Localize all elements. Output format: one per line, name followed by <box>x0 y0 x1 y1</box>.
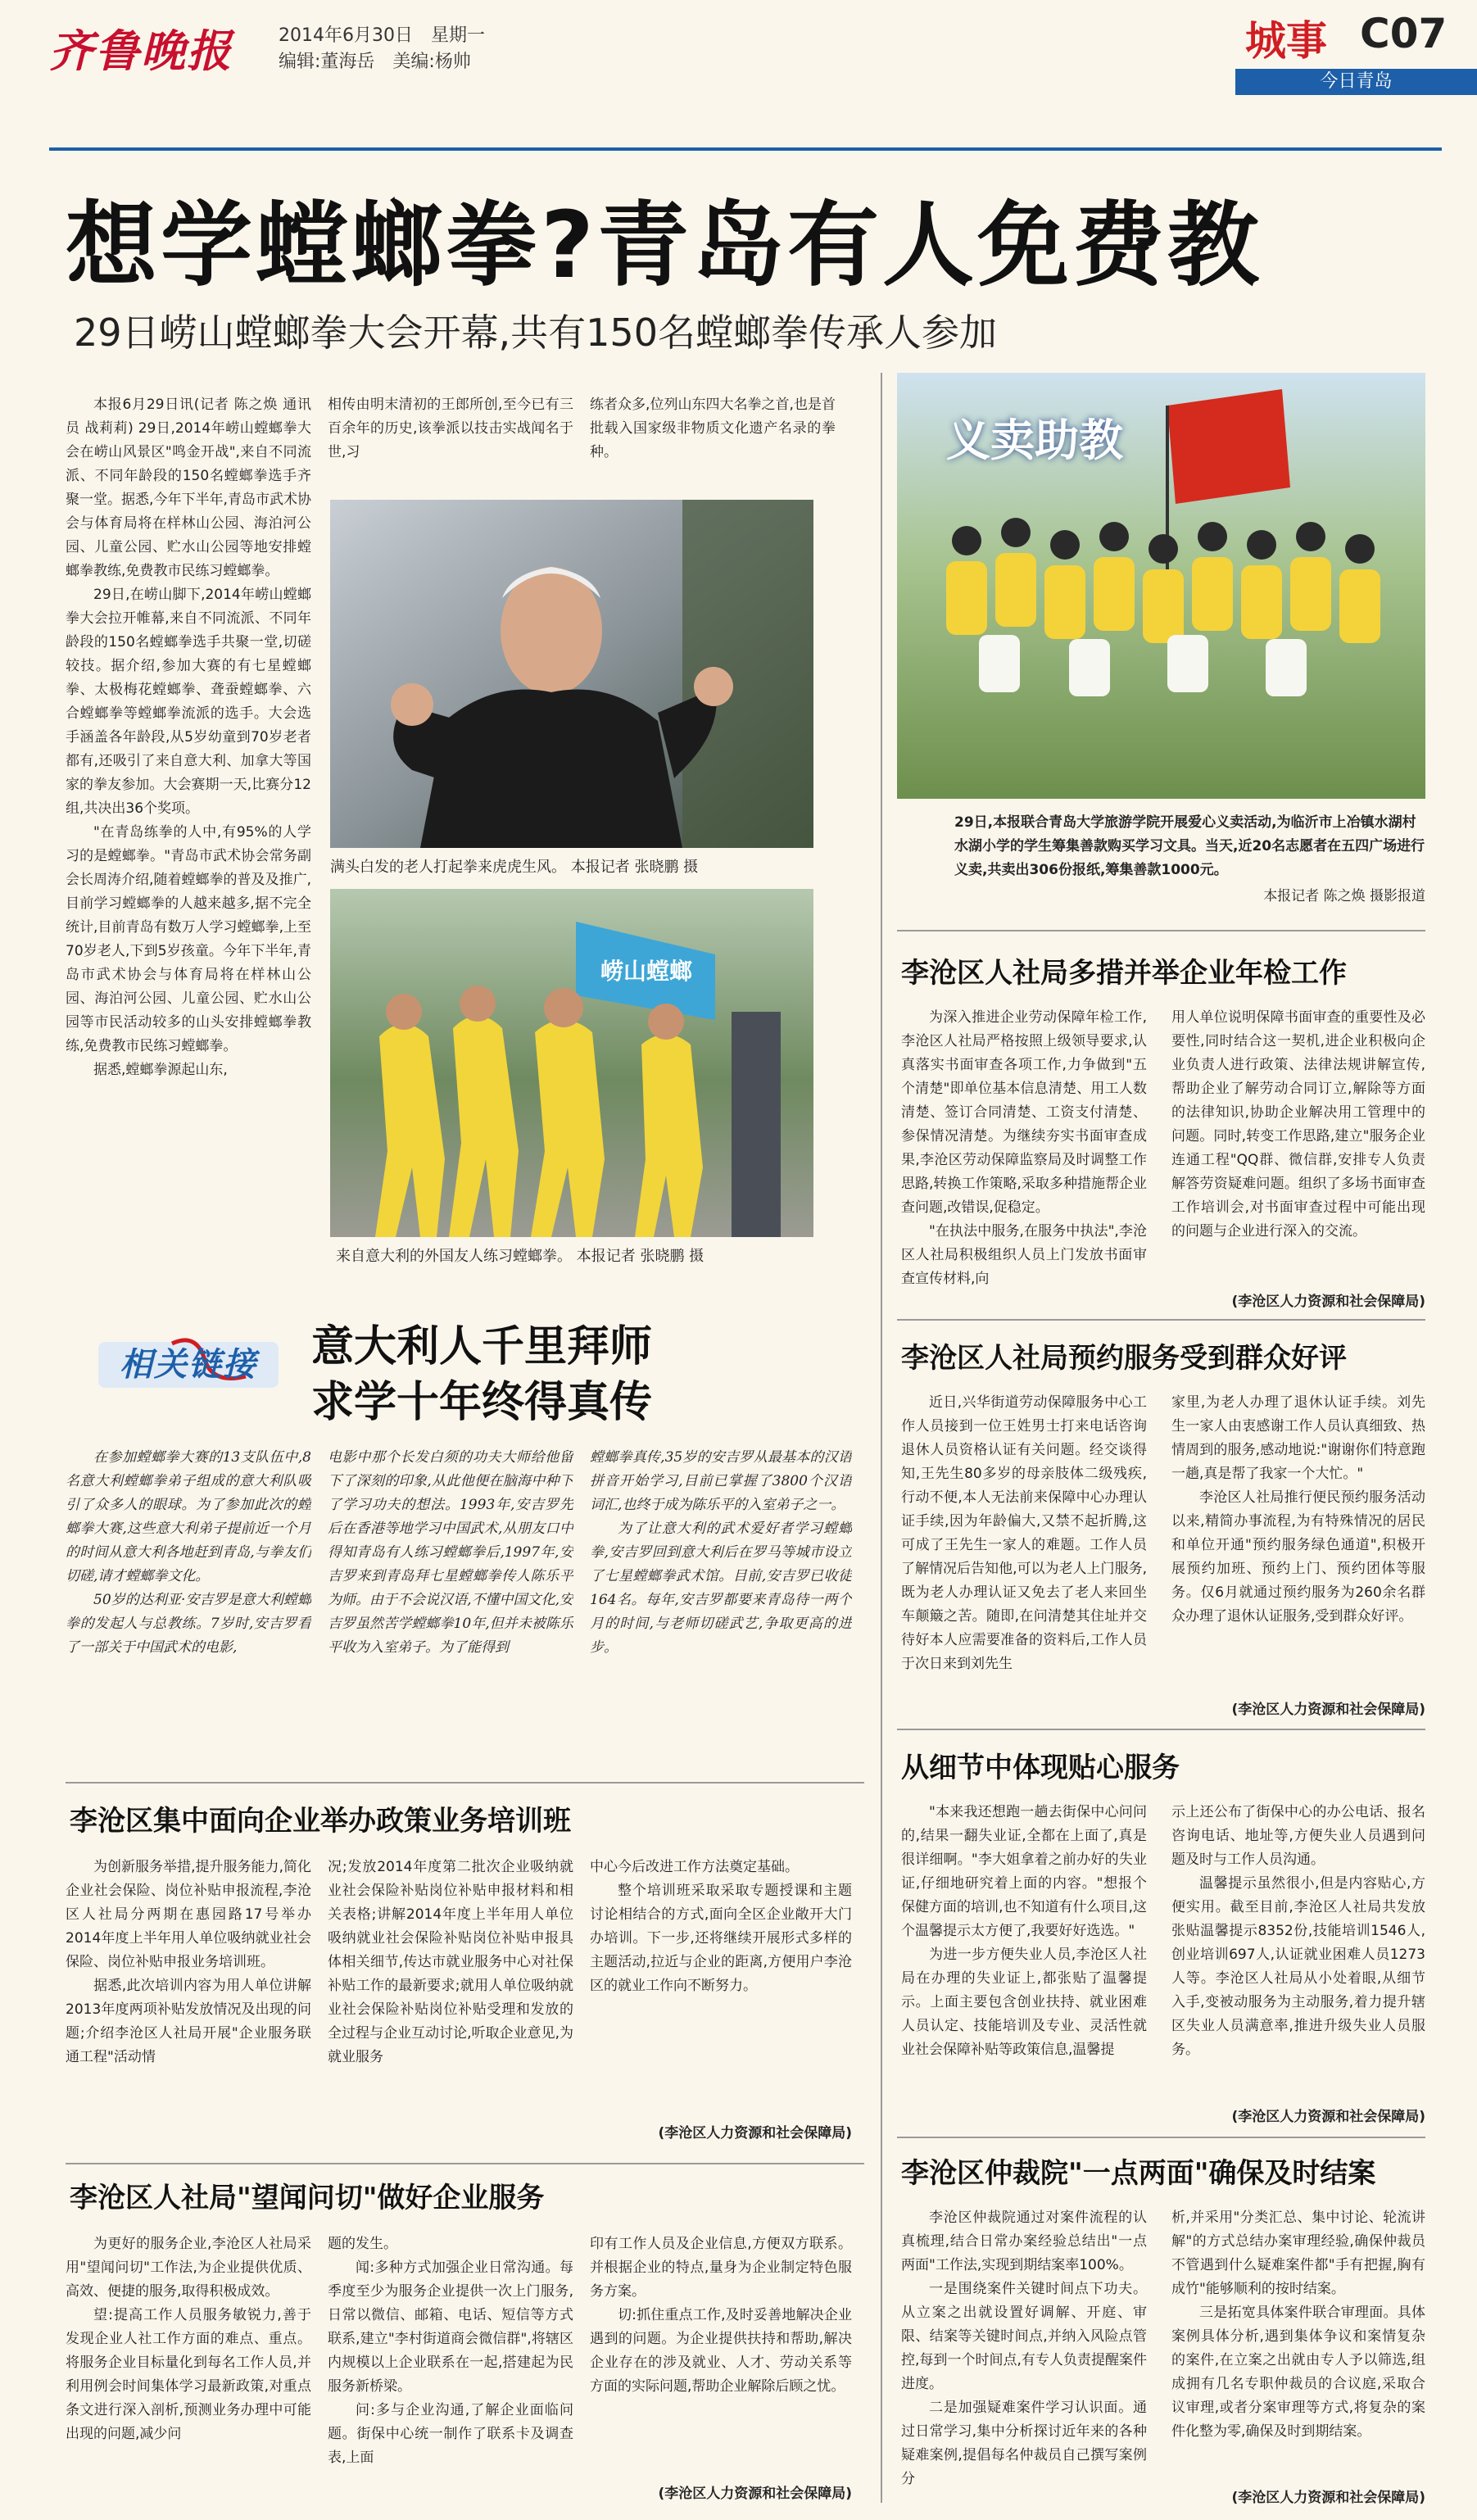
photo-volunteers <box>897 373 1425 799</box>
title-annual-inspection: 李沧区人社局多措并举企业年检工作 <box>901 957 1347 990</box>
appointment-col2 <box>1171 1391 1425 1698</box>
masthead-rule <box>49 147 1442 151</box>
paragraph: 本报6月29日讯(记者 陈之焕 通讯员 战莉莉) 29日,2014年崂山螳螂拳大会在崂山风景区"鸣金开战",来自不同流派、不同年龄段的150名螳螂拳选手齐聚一堂。据悉,今年下半年,青岛市武术协会与体育局将在样林山公园、海泊河公园、儿童公园、贮水山公园等地安排螳螂拳教练,免费教市民练习螳螂拳。 <box>66 397 311 579</box>
page-number: C07 <box>1360 10 1448 57</box>
related-col1 <box>66 1446 311 1774</box>
paragraph: 29日,在崂山脚下,2014年崂山螳螂拳大会拉开帷幕,来自不同流派、不同年龄段的150名螳螂拳选手共聚一堂,切磋较技。据介绍,参加大赛的有七星螳螂拳、太极梅花螳螂拳、聋蚕螳螂拳、六合螳螂拳等螳螂拳流派的选手。大会选手涵盖各年龄段,从5岁幼童到70岁老者都有,还吸引了来自意大利、加拿大等国家的拳友参加。大会赛期一天,比赛分12组,共决出36个奖项。 <box>66 587 311 817</box>
training-credit: (李沧区人力资源和社会保障局) <box>658 2125 852 2142</box>
newspaper-logo: 齐鲁晚报 <box>49 25 233 77</box>
divider <box>897 1319 1425 1321</box>
divider <box>897 1729 1425 1730</box>
main-subhead: 29日崂山螳螂拳大会开幕,共有150名螳螂拳传承人参加 <box>74 310 997 355</box>
paragraph: 切:抓住重点工作,及时妥善地解决企业遇到的问题。为企业提供扶持和帮助,解决企业存在的涉及就业、人才、劳动关系等方面的实际问题,帮助企业解除后顾之忧。 <box>590 2307 852 2395</box>
training-col1 <box>66 1856 311 2167</box>
related-title-line1: 意大利人千里拜师 <box>311 1322 653 1371</box>
title-enterprise-service: 李沧区人社局"望闻问切"做好企业服务 <box>70 2182 545 2214</box>
related-title-line2: 求学十年终得真传 <box>311 1378 653 1427</box>
service-col2 <box>328 2232 573 2511</box>
related-link-label: 相关链接 <box>120 1345 257 1384</box>
appointment-credit: (李沧区人力资源和社会保障局) <box>1231 1702 1425 1718</box>
paragraph: 为了让意大利的武术爱好者学习螳螂拳,安吉罗回到意大利后在罗马等城市设立了七星螳螂拳武术馆。目前,安吉罗已收徒164名。每年,安吉罗都要来青岛待一两个月的时间,与老师切磋武艺,争取更高的进步。 <box>590 1521 852 1656</box>
paragraph: "在执法中服务,在服务中执法",李沧区人社局积极组织人员上门发放书面审查宣传材料,向 <box>901 1223 1147 1287</box>
paragraph: 二是加强疑难案件学习认识面。通过日常学习,集中分析探讨近年来的各种疑难案例,提倡每名仲裁员自己撰写案例分 <box>901 2400 1147 2487</box>
column-divider <box>881 373 882 2503</box>
editor-credit: 编辑:董海岳 <box>279 52 375 72</box>
paragraph: 三是拓宽具体案件联合审理面。具体案例具体分析,遇到集体争议和案情复杂的案件,在立案之出就由专人予以筛选,组成拥有几名专职仲裁员的合议庭,采取合议审理,或者分案审理等方式,将复杂的案件化整为零,确保及时到期结案。 <box>1171 2305 1425 2440</box>
service-col3 <box>590 2232 852 2478</box>
title-training: 李沧区集中面向企业举办政策业务培训班 <box>70 1805 571 1838</box>
caption-foreigners: 来自意大利的外国友人练习螳螂拳。 本报记者 张晓鹏 摄 <box>336 1248 705 1265</box>
paragraph: 李沧区人社局推行便民预约服务活动以来,精简办事流程,为有特殊情况的居民和单位开通"预约服务绿色通道",积极开展预约加班、预约上门、预约团体等服务。仅6月就通过预约服务为260余名群众办理了退休认证服务,受到群众好评。 <box>1171 1489 1425 1625</box>
issue-weekday: 星期一 <box>430 25 485 46</box>
section-title: 城事 <box>1245 17 1327 65</box>
arbitration-credit: (李沧区人力资源和社会保障局) <box>1231 2490 1425 2506</box>
photo-foreigners <box>330 889 813 1237</box>
main-headline: 想学螳螂拳?青岛有人免费教 <box>66 193 1262 299</box>
paragraph: 据悉,螳螂拳源起山东, <box>93 1062 228 1078</box>
main-article-col2 <box>328 393 573 471</box>
old-man-illustration <box>330 500 813 848</box>
paragraph: 温馨提示虽然很小,但是内容贴心,方便实用。截至目前,李沧区人社局共发放张贴温馨提示8352份,技能培训1546人,创业培训697人,认证就业困难人员1273人等。李沧区人社局从小处着眼,从细节入手,变被动服务为主动服务,着力提升辖区失业人员满意率,推进升级失业人员服务。 <box>1171 1875 1425 2058</box>
caption-volunteers: 29日,本报联合青岛大学旅游学院开展爱心义卖活动,为临沂市上冶镇水湖村水湖小学的学生筹集善款购买学习文具。当天,近20名志愿者在五四广场进行义卖,共卖出306份报纸,筹集善款1000元。 <box>954 814 1425 878</box>
paragraph: 李沧区仲裁院通过对案件流程的认真梳理,结合日常办案经验总结出"一点两面"工作法,实现到期结案率100%。 <box>901 2210 1147 2273</box>
issue-date: 2014年6月30日 <box>279 25 413 46</box>
paragraph: 用人单位说明保障书面审查的重要性及必要性,同时结合这一契机,进企业积极向企业负责人进行政策、法律法规讲解宣传,帮助企业了解劳动合同订立,解除等方面的法律知识,协助企业解决用工管理中的问题。同时,转变工作思路,建立"服务企业连通工程"QQ群、微信群,安排专人负责解答劳资疑难问题。组织了多场书面审查工作培训会,对书面审查过程中可能出现的问题与企业进行深入的交流。 <box>1171 1009 1425 1240</box>
paragraph: 据悉,此次培训内容为用人单位讲解2013年度两项补贴发放情况及出现的问题;介绍李沧区人社局开展"企业服务联通工程"活动情 <box>66 1978 311 2065</box>
foreigners-illustration <box>330 889 813 1237</box>
paragraph: 闻:多种方式加强企业日常沟通。每季度至少为服务企业提供一次上门服务,日常以微信、邮箱、电话、短信等方式联系,建立"李村街道商会微信群",将辖区内规模以上企业联系在一起,搭建起为民服务新桥梁。 <box>328 2259 573 2395</box>
caption-volunteers-credit: 本报记者 陈之焕 摄影报道 <box>1263 888 1425 904</box>
paragraph: 示上还公布了街保中心的办公电话、报名咨询电话、地址等,方便失业人员遇到问题及时与工作人员沟通。 <box>1171 1804 1425 1868</box>
issue-info <box>279 23 503 75</box>
paragraph: "本来我还想跑一趟去街保中心问问的,结果一翻失业证,全都在上面了,真是很详细啊。"李大姐拿着之前办好的失业证,仔细地研究着上面的内容。"想报个保健方面的培训,也不知道有什么项目,这个温馨提示太方便了,我要好好选选。" <box>901 1804 1147 1939</box>
paragraph: 螳螂拳真传,35岁的安吉罗从最基本的汉语拼音开始学习,目前已掌握了3800个汉语词汇,也终于成为陈乐平的入室弟子之一。 <box>590 1449 852 1513</box>
service-col1 <box>66 2232 311 2511</box>
appointment-col1 <box>901 1391 1147 1719</box>
service-credit: (李沧区人力资源和社会保障局) <box>658 2486 852 2502</box>
paragraph: 50岁的达利亚·安吉罗是意大利螳螂拳的发起人与总教练。7岁时,安吉罗看了一部关于中国武术的电影, <box>66 1592 311 1656</box>
title-arbitration: 李沧区仲裁院"一点两面"确保及时结案 <box>901 2157 1376 2190</box>
paragraph: 为创新服务举措,提升服务能力,简化企业社会保险、岗位补贴申报流程,李沧区人社局分两期在惠园路17号举办2014年度上半年用人单位吸纳就业社会保险、岗位补贴申报业务培训班。 <box>66 1859 311 1970</box>
caption-old-man: 满头白发的老人打起拳来虎虎生风。 本报记者 张晓鹏 摄 <box>330 859 699 876</box>
details-col1 <box>901 1801 1147 2128</box>
divider <box>66 2163 864 2164</box>
paragraph: 练者众多,位列山东四大名拳之首,也是首批载入国家级非物质文化遗产名录的拳种。 <box>590 397 836 460</box>
paragraph: 相传由明末清初的王郎所创,至今已有三百余年的历史,该拳派以技击实战闻名于世,习 <box>328 397 573 460</box>
divider <box>897 2137 1425 2138</box>
details-credit: (李沧区人力资源和社会保障局) <box>1231 2109 1425 2125</box>
paragraph: 况;发放2014年度第二批次企业吸纳就业社会保险补贴岗位补贴申报材料和相关表格;讲解2014年度上半年用人单位吸纳就业社会保险补贴岗位补贴申报具体相关细节,传达市就业服务中心对社保补贴工作的最新要求;就用人单位吸纳就业社会保险补贴岗位补贴受理和发放的全过程与企业互动讨论,听取企业意见,为就业服务 <box>328 1859 573 2065</box>
paragraph: 望:提高工作人员服务敏锐力,善于发现企业人社工作方面的难点、重点。将服务企业目标量化到每名工作人员,并利用例会时间集体学习最新政策,对重点条文进行深入剖析,预测业务办理中可能出现的问题,减少问 <box>66 2307 311 2442</box>
title-appointment-service: 李沧区人社局预约服务受到群众好评 <box>901 1342 1347 1375</box>
volunteer-photo-label: 义卖助教 <box>946 415 1123 466</box>
paragraph: 印有工作人员及企业信息,方便双方联系。并根据企业的特点,量身为企业制定特色服务方案。 <box>590 2236 852 2300</box>
designer-credit: 美编:杨帅 <box>392 52 471 72</box>
title-details-service: 从细节中体现贴心服务 <box>901 1752 1180 1784</box>
paragraph: 问:多与企业沟通,了解企业面临问题。街保中心统一制作了联系卡及调查表,上面 <box>328 2402 573 2466</box>
subsection-bar: 今日青岛 <box>1235 69 1477 95</box>
paragraph: 电影中那个长发白须的功夫大师给他留下了深刻的印象,从此他便在脑海中种下了学习功夫的想法。1993年,安吉罗先后在香港等地学习中国武术,从朋友口中得知青岛有人练习螳螂拳后,1997年,安吉罗来到青岛拜七星螳螂拳传人陈乐平为师。由于不会说汉语,不懂中国文化,安吉罗虽然苦学螳螂拳10年,但并未被陈乐平收为入室弟子。为了能得到 <box>328 1449 573 1656</box>
training-col3 <box>590 1856 852 2118</box>
main-article-col3 <box>590 393 836 471</box>
divider <box>66 1782 864 1783</box>
paragraph: 为进一步方便失业人员,李沧区人社局在办理的失业证上,都张贴了温馨提示。上面主要包含创业扶持、就业困难人员认定、技能培训及专业、灵活性就业社会保障补贴等政策信息,温馨提 <box>901 1947 1147 2058</box>
arbitration-col1 <box>901 2206 1147 2509</box>
paragraph: 为更好的服务企业,李沧区人社局采用"望闻问切"工作法,为企业提供优质、高效、便捷的服务,取得积极成效。 <box>66 2236 311 2300</box>
training-col2 <box>328 1856 573 2167</box>
related-col2 <box>328 1446 573 1774</box>
paragraph: 为深入推进企业劳动保障年检工作,李沧区人社局严格按照上级领导要求,认真落实书面审查各项工作,力争做到"五个清楚"即单位基本信息清楚、用工人数清楚、签订合同清楚、工资支付清楚、参保情况清楚。为继续夯实书面审查成果,李沧区劳动保障监察局及时调整工作思路,转换工作策略,采取多种措施帮企业查问题,改错误,促稳定。 <box>901 1009 1147 1216</box>
paragraph: 整个培训班采取采取专题授课和主题讨论相结合的方式,面向全区企业敞开大门办培训。下一步,还将继续开展形式多样的主题活动,拉近与企业的距离,方便用户李沧区的就业工作向不断努力。 <box>590 1883 852 1994</box>
paragraph: 近日,兴华街道劳动保障服务中心工作人员接到一位王姓男士打来电话咨询退休人员资格认证有关问题。经交谈得知,王先生80多岁的母亲肢体二级残疾,行动不便,本人无法前来保障中心办理认证手续,因为年龄偏大,又禁不起折腾,这可成了王先生一家人的难题。工作人员了解情况后告知他,可以为老人上门服务,既为老人办理认证又免去了老人来回坐车颠簸之苦。随即,在问清楚其住址并交待好本人应需要准备的资料后,工作人员于次日来到刘先生 <box>901 1394 1147 1672</box>
related-col3 <box>590 1446 852 1774</box>
paragraph: 题的发生。 <box>328 2236 397 2252</box>
paragraph: 一是围绕案件关键时间点下功夫。从立案之出就设置好调解、开庭、审限、结案等关键时间点,并纳入风险点管控,每到一个时间点,有专人负责提醒案件进度。 <box>901 2281 1147 2392</box>
annual-col2 <box>1171 1006 1425 1289</box>
paragraph: "在青岛练拳的人中,有95%的人学习的是螳螂拳。"青岛市武术协会常务副会长周涛介绍,随着螳螂拳的普及及推广,目前学习螳螂拳的人越来越多,据不完全统计,目前青岛有数万人学习螳螂拳,上至70岁老人,下到5岁孩童。今年下半年,青岛市武术协会与体育局将在样林山公园、海泊河公园、儿童公园、贮水山公园等市民活动较多的山头安排螳螂拳教练,免费教市民练习螳螂拳。 <box>66 824 311 1054</box>
banner-text: 崂山螳螂 <box>600 958 693 985</box>
masthead <box>0 0 1477 139</box>
paragraph: 家里,为老人办理了退休认证手续。刘先生一家人由衷感谢工作人员认真细致、热情周到的服务,感动地说:"谢谢你们特意跑一趟,真是帮了我家一个大忙。" <box>1171 1394 1425 1482</box>
main-article-col1 <box>66 393 311 1282</box>
arbitration-col2 <box>1171 2206 1425 2485</box>
divider <box>897 930 1425 931</box>
related-title <box>311 1319 652 1430</box>
photo-old-man <box>330 500 813 848</box>
paragraph: 析,并采用"分类汇总、集中讨论、轮流讲解"的方式总结办案审理经验,确保仲裁员不管遇到什么疑难案件都"手有把握,胸有成竹"能够顺利的按时结案。 <box>1171 2210 1425 2297</box>
paragraph: 中心今后改进工作方法奠定基础。 <box>590 1859 799 1875</box>
annual-credit: (李沧区人力资源和社会保障局) <box>1231 1294 1425 1310</box>
related-link-tag <box>98 1335 279 1394</box>
paragraph: 在参加螳螂拳大赛的13支队伍中,8名意大利螳螂拳弟子组成的意大利队吸引了众多人的眼球。为了参加此次的螳螂拳大赛,这些意大利弟子提前近一个月的时间从意大利各地赶到青岛,与拳友们切磋,请才螳螂拳文化。 <box>66 1449 311 1584</box>
details-col2 <box>1171 1801 1425 2105</box>
annual-col1 <box>901 1006 1147 1313</box>
